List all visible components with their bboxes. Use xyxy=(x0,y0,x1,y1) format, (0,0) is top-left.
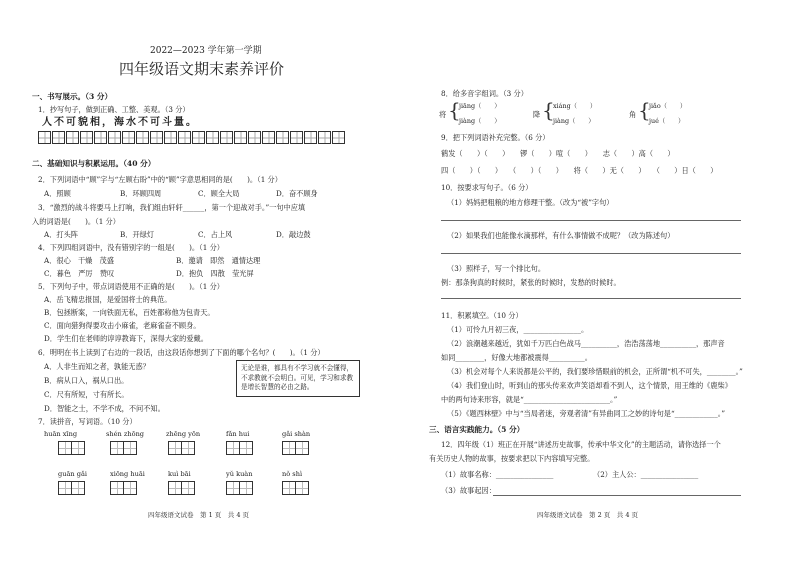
answer-box-1-5[interactable] xyxy=(282,441,308,455)
answer-box-1-2[interactable] xyxy=(110,441,136,455)
q11-part-2-cont[interactable]: 如同________，好像大地都被震得__________。 xyxy=(441,353,592,362)
pinyin-1-5: gǎi shàn xyxy=(282,430,311,438)
brace-2: { xyxy=(542,98,555,122)
answer-box-2-2[interactable] xyxy=(110,481,136,495)
page-footer-left: 四年级语文试卷 第 1 页 共 4 页 xyxy=(148,511,250,519)
q5-option-a: A．岳飞精忠报国，是爱国将士的典范。 xyxy=(44,295,172,304)
question-12: 12．四年级（1）班正在开展“讲述历史故事，传承中华文化”的主题活动，请你选择一个 xyxy=(441,440,721,449)
question-8: 8．给多音字组词。（3 分） xyxy=(441,89,528,98)
poly-jiao-1[interactable]: jiǎo（ ） xyxy=(649,102,687,110)
school-year: 2022—2023 学年第一学期 xyxy=(150,46,262,56)
poly-jiang-char: 将 xyxy=(439,110,447,119)
q11-part-5[interactable]: （5）《题西林壁》中与“当局者迷，旁观者清”有异曲同工之妙的诗句是“____________。” xyxy=(447,409,726,418)
q10-part-2: （2）如果我们也能像水滴那样，有什么事情做不成呢？（改为陈述句） xyxy=(447,231,675,240)
question-9: 9．把下列词语补充完整。（6 分） xyxy=(441,133,550,142)
q5-option-b: B．包拯断案，一向铁面无私，百姓都称他为包青天。 xyxy=(44,308,215,317)
proverb-text: 人不可貌相，海水不可斗量。 xyxy=(42,117,198,128)
question-12-cont: 有关历史人物的故事，按要求把以下内容填写完整。 xyxy=(429,454,595,463)
answer-box-1-1[interactable] xyxy=(58,441,84,455)
q2-option-d: D．奋不顾身 xyxy=(276,189,318,198)
brace-3: { xyxy=(638,98,651,122)
q12-story-name[interactable]: （1）故事名称：________________ xyxy=(441,470,554,479)
q3-option-b: B．开绿灯 xyxy=(120,230,155,239)
pinyin-1-3: zhēng yōn xyxy=(166,430,201,438)
pinyin-2-5: nǒ shì xyxy=(282,470,303,478)
pinyin-2-1: guān gǎi xyxy=(58,470,88,478)
question-5: 5．下列句子中，带点词语使用不正确的是( )。（1 分） xyxy=(38,282,224,291)
poly-jiao-2[interactable]: jué（ ） xyxy=(649,117,685,125)
exam-title: 四年级语文期末素养评价 xyxy=(119,60,285,78)
q2-option-c: C．顾全大局 xyxy=(198,189,240,198)
q9-row-2-a[interactable]: 四（ ）（ ） xyxy=(441,166,503,175)
answer-line-10-2[interactable] xyxy=(441,253,741,254)
q10-part-3: （3）照样子，写一个排比句。 xyxy=(447,264,546,273)
question-10: 10．按要求写句子。（6 分） xyxy=(441,183,533,192)
answer-box-1-3[interactable] xyxy=(168,441,194,455)
answer-box-2-4[interactable] xyxy=(226,481,252,495)
q4-option-a: A．很心 干燥 茂盛 xyxy=(44,256,114,265)
question-11: 11．积累填空。（10 分） xyxy=(441,311,523,320)
question-2: 2．下列词语中“顾”字与“左顾右盼”中的“顾”字意思相同的是( )。（1 分） xyxy=(38,175,282,184)
q10-part-1: （1）妈妈把粗粮的地方修理干整。（改为“被”字句） xyxy=(447,198,614,207)
section-3-heading: 三、语言实践能力。（5 分） xyxy=(429,425,525,434)
q4-option-c: C．暮色 严厉 赞叹 xyxy=(44,269,115,278)
quote-box: 无论是谁，都具有不学习就不会懂得，不求教就不会明白。可见，学习和求教是增长智慧的必由之路。 xyxy=(236,360,360,397)
pinyin-2-4: yǔ kuàn xyxy=(226,470,253,478)
section-1-heading: 一、书写展示。（3 分） xyxy=(32,92,113,101)
pinyin-1-4: fǎn hui xyxy=(226,430,250,438)
q2-option-a: A．照顾 xyxy=(44,189,71,198)
pinyin-2-3: kuì bāi xyxy=(168,470,191,478)
poly-jiang-1[interactable]: jiāng（ ） xyxy=(459,102,501,110)
q11-part-1[interactable]: （1）可怜九月初三夜，________________。 xyxy=(447,325,589,334)
poly-xiang-1[interactable]: xiáng（ ） xyxy=(553,102,597,110)
q4-option-b: B．邀请 即然 通情达理 xyxy=(176,256,261,265)
answer-box-2-1[interactable] xyxy=(58,481,84,495)
q3-option-c: C．占上风 xyxy=(198,230,233,239)
poly-xiang-2[interactable]: jiàng（ ） xyxy=(553,117,595,125)
poly-jiang-2[interactable]: jiàng（ ） xyxy=(459,117,501,125)
question-3-cont: 入的词语是( )。（1 分） xyxy=(32,217,120,226)
answer-line-12-3[interactable] xyxy=(493,495,741,496)
poly-jiao-char: 角 xyxy=(629,110,637,119)
answer-box-1-4[interactable] xyxy=(226,441,252,455)
pinyin-1-1: huān xīng xyxy=(44,430,78,438)
pinyin-1-2: shén zhōng xyxy=(106,430,145,438)
q9-row-1[interactable]: 鹤发（ ）（ ） 锣（ ）喧（ ） 志（ ）高（ ） xyxy=(441,149,675,158)
q6-option-a: A．人非生而知之者，孰能无惑？ xyxy=(44,362,150,371)
brace-1: { xyxy=(448,98,461,122)
pinyin-2-2: xiōng huāi xyxy=(110,470,145,478)
q3-option-d: D．敲边鼓 xyxy=(276,230,311,239)
q5-option-d: D．学生们在老师的谆谆教诲下，深得大家的爱戴。 xyxy=(44,334,208,343)
q4-option-d: D．抱负 四散 莹光屏 xyxy=(176,269,254,278)
q10-example: 例：那条狗真的时候时，紧张的时候时，发愁的时候时。 xyxy=(441,278,621,287)
answer-box-2-3[interactable] xyxy=(168,481,194,495)
q2-option-b: B．环顾四周 xyxy=(120,189,162,198)
question-1: 1．抄写句子，做到正确、工整、美观。（3 分） xyxy=(38,105,190,114)
q6-option-c: C．尺有所短，寸有所长。 xyxy=(44,390,129,399)
question-4: 4．下列四组词语中，没有错别字的一组是( )。（1 分） xyxy=(38,243,224,252)
answer-line-10-1[interactable] xyxy=(441,220,741,221)
q11-part-2[interactable]: （2）浪潮越来越近，犹如千万匹白色战马__________，浩浩荡荡地__________，那声音 xyxy=(447,339,725,348)
handwriting-grid[interactable] xyxy=(38,131,346,144)
question-7: 7．读拼音，写词语。（10 分） xyxy=(38,417,137,426)
answer-box-2-5[interactable] xyxy=(282,481,308,495)
q9-row-2[interactable]: （ ）（ ） 将（ ）无（ ） （ ）日（ ） xyxy=(509,166,718,175)
q6-option-b: B．病从口入，祸从口出。 xyxy=(44,376,129,385)
q3-option-a: A．打头阵 xyxy=(44,230,78,239)
answer-line-10-3[interactable] xyxy=(441,298,741,299)
section-2-heading: 二、基础知识与积累运用。（40 分） xyxy=(32,159,156,168)
q6-option-d: D．智能之士，不学不成，不问不知。 xyxy=(44,404,165,413)
q12-story-cause: （3）故事起因： xyxy=(441,486,496,495)
q11-part-4-cont[interactable]: 中的两句诗来形容，就是“________________________。” xyxy=(441,395,618,404)
q11-part-3[interactable]: （3）机会对每个人来说都是公平的，我们要珍惜眼前的机会，正所谓“机不可失，________。” xyxy=(447,367,743,376)
q11-part-4: （4）我们登山时，听到山的那头传来欢声笑语却看不到人，这个情景，用王维的《鹿柴》 xyxy=(447,381,732,390)
page-footer-right: 四年级语文试卷 第 2 页 共 4 页 xyxy=(537,511,639,519)
q12-protagonist[interactable]: （2）主人公：________________ xyxy=(593,470,699,479)
q5-option-c: C．面向猎狗得要攻击小麻雀，老麻雀奋不顾身。 xyxy=(44,321,201,330)
right-page xyxy=(397,0,794,562)
question-6: 6．明明在书上读到了右边的一段话，由这段话你想到了下面的哪个名句？( )。（1 分） xyxy=(38,348,325,357)
poly-xiang-char: 降 xyxy=(533,110,541,119)
question-3: 3．“激烈的战斗将要马上打响，我们组由轩轩______，第一个迎战对手。”一句中应填 xyxy=(38,203,306,212)
